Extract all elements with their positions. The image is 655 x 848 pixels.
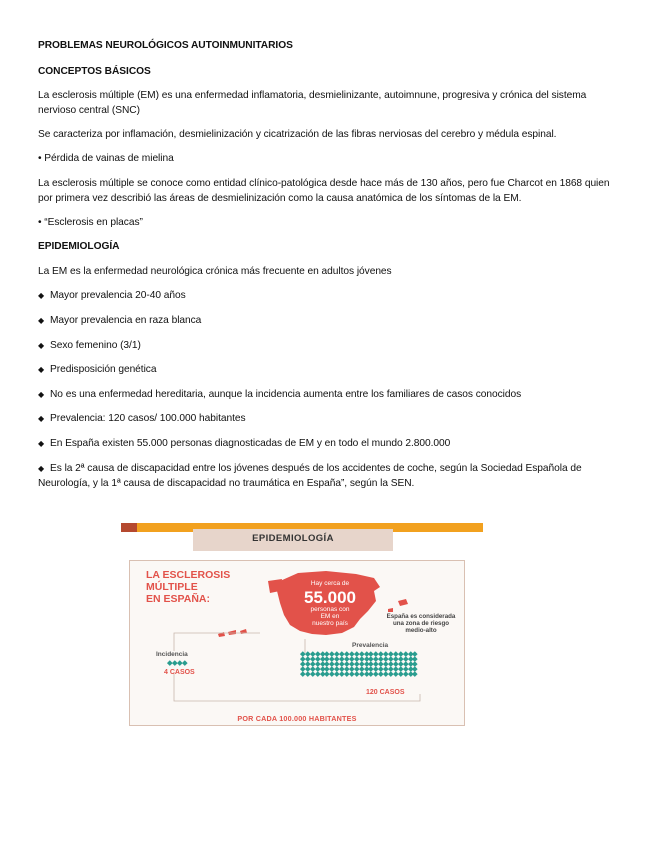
bullet-text: Es la 2ª causa de discapacidad entre los jóvenes después de los accidentes de coche, según la Sociedad Española de Neurología, y la 1ª causa de discapacidad no traumática en España”, según la SEN. <box>38 463 582 489</box>
case-dot-icon <box>413 656 418 661</box>
incidence-label: Incidencia <box>156 651 188 658</box>
section-heading-epidemiologia: EPIDEMIOLOGÍA <box>38 241 120 252</box>
diamond-bullet-icon: ◆ <box>38 365 45 374</box>
bullet-text: Prevalencia: 120 casos/ 100.000 habitantes <box>50 413 246 424</box>
map-text-line4: nuestro país <box>312 620 348 627</box>
bottom-bracket <box>174 673 420 701</box>
paragraph-history: La esclerosis múltiple se conoce como entidad clínico-patológica desde hace más de 130 años, pero fue Charcot en 1868 quien por primera vez describió las áreas de desmielinización como la causa anatómica de los síntomas de la EM. <box>38 178 610 204</box>
diamond-bullet-icon: ◆ <box>38 390 45 399</box>
case-dot-icon <box>413 671 418 676</box>
incidence-value: 4 CASOS <box>164 669 195 676</box>
header-bar-accent <box>121 523 137 532</box>
diamond-bullet-icon: ◆ <box>38 439 45 448</box>
bullet-myelin: • Pérdida de vainas de mielina <box>38 153 174 164</box>
bullet-text: Sexo femenino (3/1) <box>50 340 141 351</box>
epidemiology-bullet <box>38 362 156 377</box>
paragraph-definition: La esclerosis múltiple (EM) es una enfermedad inflamatoria, desmielinizante, autoimnune, progresiva y crónica del sistema nervioso central (SNC) <box>38 90 587 116</box>
bullet-text: Mayor prevalencia 20-40 años <box>50 290 186 301</box>
prevalence-dots <box>301 652 417 675</box>
case-dot-icon <box>413 661 418 666</box>
diamond-bullet-icon: ◆ <box>38 464 45 473</box>
case-dot-icon <box>182 660 187 665</box>
case-dot-icon <box>413 666 418 671</box>
bullet-text: Mayor prevalencia en raza blanca <box>50 315 202 326</box>
section-heading-conceptos: CONCEPTOS BÁSICOS <box>38 66 151 77</box>
bullet-placas: • “Esclerosis en placas” <box>38 217 143 228</box>
diamond-bullet-icon: ◆ <box>38 341 45 350</box>
diamond-bullet-icon: ◆ <box>38 414 45 423</box>
paragraph-epidemiology-intro: La EM es la enfermedad neurológica crónica más frecuente en adultos jóvenes <box>38 266 392 277</box>
map-text-line3: EM en <box>320 613 340 620</box>
epidemiology-bullet <box>38 411 246 426</box>
bullet-text: No es una enfermedad hereditaria, aunque la incidencia aumenta entre los familiares de casos conocidos <box>50 389 522 400</box>
spain-map-graphic <box>130 561 464 725</box>
spain-risk-note: España es considerada una zona de riesgo medio-alto <box>386 613 456 634</box>
balearic-islands-shape <box>398 599 408 606</box>
figure-tab <box>193 529 393 551</box>
infographic-title: LA ESCLEROSIS MÚLTIPLE EN ESPAÑA: <box>146 569 231 605</box>
map-text-intro: Hay cerca de <box>310 580 350 587</box>
epidemiology-figure <box>121 523 483 726</box>
diamond-bullet-icon: ◆ <box>38 291 45 300</box>
diamond-bullet-icon: ◆ <box>38 316 45 325</box>
infographic-card <box>129 560 465 726</box>
prevalence-label: Prevalencia <box>352 642 389 649</box>
figure-footer: POR CADA 100.000 HABITANTES <box>237 714 357 723</box>
epidemiology-bullet <box>38 338 141 353</box>
epidemiology-bullet <box>38 461 618 491</box>
epidemiology-bullet <box>38 436 450 451</box>
bullet-text: En España existen 55.000 personas diagnosticadas de EM y en todo el mundo 2.800.000 <box>50 438 451 449</box>
epidemiology-bullet <box>38 288 186 303</box>
epidemiology-bullet <box>38 313 201 328</box>
portugal-edge-shape <box>268 579 282 593</box>
incidence-connector <box>174 633 260 651</box>
map-number: 55.000 <box>304 588 356 607</box>
bullet-text: Predisposición genética <box>50 364 157 375</box>
prevalence-value: 120 CASOS <box>366 689 405 696</box>
epidemiology-bullet <box>38 387 521 402</box>
figure-tab-label: EPIDEMIOLOGÍA <box>252 533 334 544</box>
paragraph-characterization: Se caracteriza por inflamación, desmielinización y cicatrización de las fibras nerviosas del cerebro y médula espinal. <box>38 129 557 140</box>
document-title: PROBLEMAS NEUROLÓGICOS AUTOINMUNITARIOS <box>38 40 293 51</box>
map-text-line2: personas con <box>310 606 350 613</box>
incidence-dots <box>168 661 186 665</box>
